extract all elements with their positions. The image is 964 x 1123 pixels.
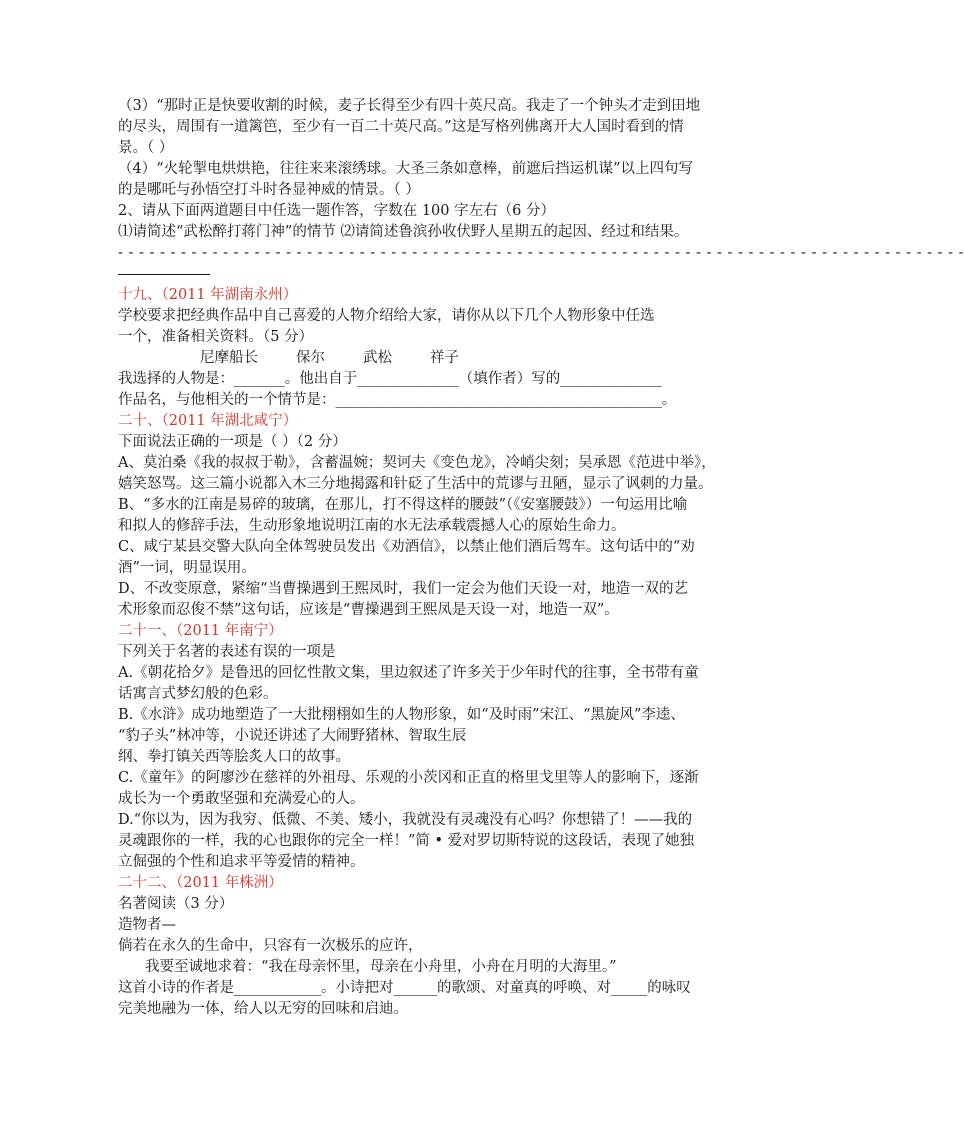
section-22-heading: 二十二、（2011 年株洲） xyxy=(118,875,283,891)
question-4-line-2: 的是哪吒与孙悟空打斗时各显神威的情景。（ ） xyxy=(118,182,420,198)
answer-dashed-line: - - - - - - - - - - - - - - - - - - - - - - - - - - - - - - - - - - - - - - - - - - - - - - - - - - - - - - - - - - - - - - - - - - - - - - - - - - - - - - - - - xyxy=(118,245,964,261)
section-21-line: 话寓言式梦幻般的色彩。 xyxy=(118,686,278,702)
section-20-line: B、“多水的江南是易碎的玻璃，在那儿，打不得这样的腰鼓”（《安塞腰鼓》）一句运用比喻 xyxy=(118,497,688,513)
section-19-line-2: 一个，准备相关资料。（5 分） xyxy=(118,329,314,345)
section-21-line: 纲、拳打镇关西等脍炙人口的故事。 xyxy=(118,749,350,765)
section-21-line: D.“你以为，因为我穷、低微、不美、矮小，我就没有灵魂没有心吗？你想错了！——我的 xyxy=(118,812,693,828)
question-4-line-1: （4）“火轮掣电烘烘艳，往往来来滚绣球。大圣三条如意棒，前遮后挡运机谋”以上四句写 xyxy=(118,161,694,177)
section-19-heading: 十九、（2011 年湖南永州） xyxy=(118,287,298,303)
section-20-line: 下面说法正确的一项是（ ）（2 分） xyxy=(118,434,347,450)
section-20-line: 术形象而忍俊不禁”这句话，应该是“曹操遇到王熙凤是天设一对，地造一双”。 xyxy=(118,602,619,618)
character-option: 保尔 xyxy=(296,350,325,366)
section-21-line: C.《童年》的阿廖沙在慈祥的外祖母、乐观的小茨冈和正直的格里戈里等人的影响下，逐渐 xyxy=(118,770,699,786)
answer-short-line xyxy=(118,264,678,285)
poem-line: 我要至诚地求着：“我在母亲怀里，母亲在小舟里，小舟在月明的大海里。” xyxy=(145,959,617,975)
section-21-line: “豹子头”林冲等，小说还讲述了大闹野猪林、智取生辰 xyxy=(118,728,467,744)
section-21-heading: 二十一、（2011 年南宁） xyxy=(118,623,283,639)
section-21-line: A.《朝花拾夕》是鲁迅的回忆性散文集，里边叙述了许多关于少年时代的往事，全书带有童 xyxy=(118,665,699,681)
section-22-question-2: 完美地融为一体，给人以无穷的回味和启迪。 xyxy=(118,1001,408,1017)
document-page xyxy=(118,96,964,1020)
section-21-line: 灵魂跟你的一样，我的心也跟你的完全一样！”简 • 爱对罗切斯特说的这段话，表现了她独 xyxy=(118,833,695,849)
character-option: 尼摩船长 xyxy=(200,350,258,366)
section-21-line: 下列关于名著的表述有误的一项是 xyxy=(118,644,336,660)
section-20-line: 和拟人的修辞手法，生动形象地说明江南的水无法承载震撼人心的原始生命力。 xyxy=(118,518,626,534)
section-22-line: 造物者— xyxy=(118,917,176,933)
character-option: 祥子 xyxy=(430,350,459,366)
section-20-line: 嬉笑怒骂。这三篇小说都入木三分地揭露和针砭了生活中的荒谬与丑陋，显示了讽刺的力量。 xyxy=(118,476,713,492)
section-19-line-4: 作品名，与他相关的一个情节是：_____________________________________________。 xyxy=(118,392,677,408)
essay-question-title: 2、请从下面两道题目中任选一题作答，字数在 100 字左右（6 分） xyxy=(118,203,555,219)
section-21-line: B.《水浒》成功地塑造了一大批栩栩如生的人物形象，如“及时雨”宋江、“黑旋风”李逵、 xyxy=(118,707,685,723)
character-options xyxy=(118,348,678,369)
question-3-line-1: （3）“那时正是快要收割的时候，麦子长得至少有四十英尺高。我走了一个钟头才走到田地 xyxy=(118,98,701,114)
section-21-line: 立倔强的个性和追求平等爱情的精神。 xyxy=(118,854,365,870)
section-19-line-3: 我选择的人物是：_______。他出自于______________（填作者）写的______________ xyxy=(118,371,662,387)
section-20-line: D、不改变原意，紧缩“当曹操遇到王熙凤时，我们一定会为他们天设一对，地造一双的艺 xyxy=(118,581,689,597)
section-20-line: A、莫泊桑《我的叔叔于勒》，含蓄温婉；契诃夫《变色龙》，冷峭尖刻；吴承恩《范进中举》， xyxy=(118,455,716,471)
question-3-line-2: 的尽头，周围有一道篱笆，至少有一百二十英尺高。”这是写格列佛离开大人国时看到的情 xyxy=(118,119,684,135)
question-3-line-3: 景。（ ） xyxy=(118,140,174,156)
section-20-heading: 二十、（2011 年湖北咸宁） xyxy=(118,413,298,429)
section-21-line: 成长为一个勇敢坚强和充满爱心的人。 xyxy=(118,791,365,807)
section-20-line: C、咸宁某县交警大队向全体驾驶员发出《劝酒信》，以禁止他们酒后驾车。这句话中的“劝 xyxy=(118,539,695,555)
section-22-line: 倘若在永久的生命中，只容有一次极乐的应许， xyxy=(118,938,423,954)
section-22-line: 名著阅读（3 分） xyxy=(118,896,234,912)
character-option: 武松 xyxy=(363,350,392,366)
section-19-line-1: 学校要求把经典作品中自己喜爱的人物介绍给大家，请你从以下几个人物形象中任选 xyxy=(118,308,655,324)
section-20-line: 酒”一词，明显误用。 xyxy=(118,560,256,576)
section-22-question-1: 这首小诗的作者是____________。小诗把对______的歌颂、对童真的呼唤、对_____的咏叹 xyxy=(118,980,691,996)
essay-question-options: ⑴请简述“武松醉打蒋门神”的情节 ⑵请简述鲁滨孙收伏野人星期五的起因、经过和结果。 xyxy=(118,224,689,240)
